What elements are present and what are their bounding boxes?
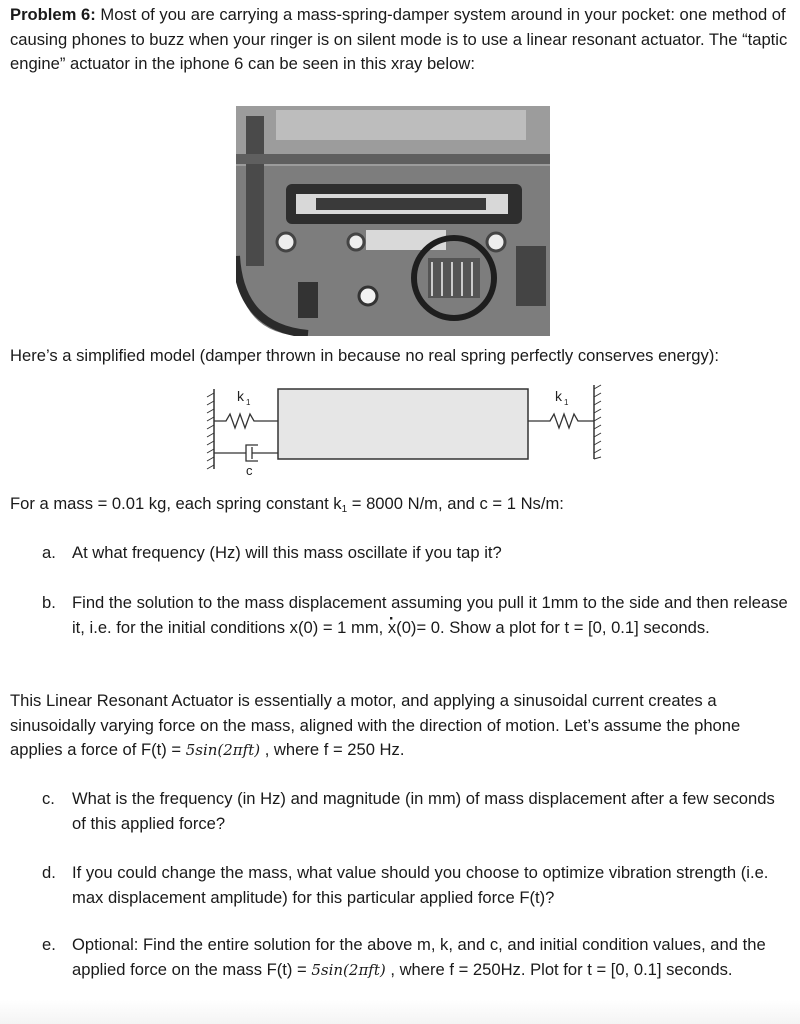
lra-force-equation: 5sin(2πft) [185,741,261,759]
question-b-marker: b. [42,593,56,612]
lra-text-1: This Linear Resonant Actuator is essentially a motor, and applying a sinusoidal current creates a sinusoidally varying force on the mass, aligned with the direction of motion. Let’s assume the phone applies a force of F(t) = [10,691,741,759]
question-e-text-1: Optional: Find the entire solution for the above m, k, and c, and initial condition values, and the applied force on the mass F(t) = [72,935,766,979]
spring-left-label: k [237,388,244,404]
problem-title: Problem 6: [10,5,96,24]
question-e-force-equation: 5sin(2πft) [311,960,386,979]
diagram-svg [196,381,616,481]
spring-right-subscript: 1 [564,398,569,407]
question-e-marker: e. [42,935,56,954]
question-a [42,541,792,566]
given-values [10,492,794,523]
bottom-fade [0,1000,800,1024]
question-b-xdot: · x [388,616,396,641]
question-a-text: At what frequency (Hz) will this mass oscillate if you tap it? [72,543,502,562]
left-spring [214,414,278,428]
lra-description [10,689,794,763]
mass-block [278,389,528,459]
given-text-before: For a mass = 0.01 kg, each spring constant k [10,494,342,513]
question-b-text-1: Find the solution to the mass displacement assuming you pull it 1mm to the side and then release it, i.e. for the initial conditions x(0) = 1 mm, [72,593,788,637]
question-c [42,787,792,836]
xray-illustration [236,106,550,336]
question-e [42,933,792,982]
question-d-text: If you could change the mass, what value should you choose to optimize vibration strength (i.e. max displacement amplitude) for this particular applied force F(t)? [72,863,769,907]
right-wall-hatch [594,385,601,459]
question-a-marker: a. [42,543,56,562]
right-spring [528,414,594,428]
question-b-text-2: (0)= 0. Show a plot for t = [0, 0.1] seconds. [396,617,710,637]
spring-right-label: k [555,388,562,404]
question-d [42,861,792,910]
spring-left-subscript: 1 [246,398,251,407]
problem-intro [10,3,794,77]
damper-label: c [246,463,253,478]
question-c-text: What is the frequency (in Hz) and magnitude (in mm) of mass displacement after a few seconds of this applied force? [72,789,775,833]
left-wall-hatch [207,393,214,469]
question-c-marker: c. [42,789,55,808]
problem-intro-text: Most of you are carrying a mass-spring-damper system around in your pocket: one method of causing phones to buzz when your ringer is on silent mode is to use a linear resonant actuator. The “taptic engine” actuator in the iphone 6 can be seen in this xray below: [10,5,788,73]
question-b [42,591,792,640]
given-text-after: = 8000 N/m, and c = 1 Ns/m: [347,494,564,513]
question-d-marker: d. [42,863,56,882]
given-subscript: 1 [341,504,348,515]
iphone-xray-image [236,106,550,336]
model-description: Here’s a simplified model (damper thrown in because no real spring perfectly conserves energy): [10,346,719,365]
mass-spring-damper-diagram [196,381,616,486]
question-e-text-2: , where f = 250Hz. Plot for t = [0, 0.1] seconds. [385,959,733,979]
lra-text-2: , where f = 250 Hz. [260,740,405,759]
